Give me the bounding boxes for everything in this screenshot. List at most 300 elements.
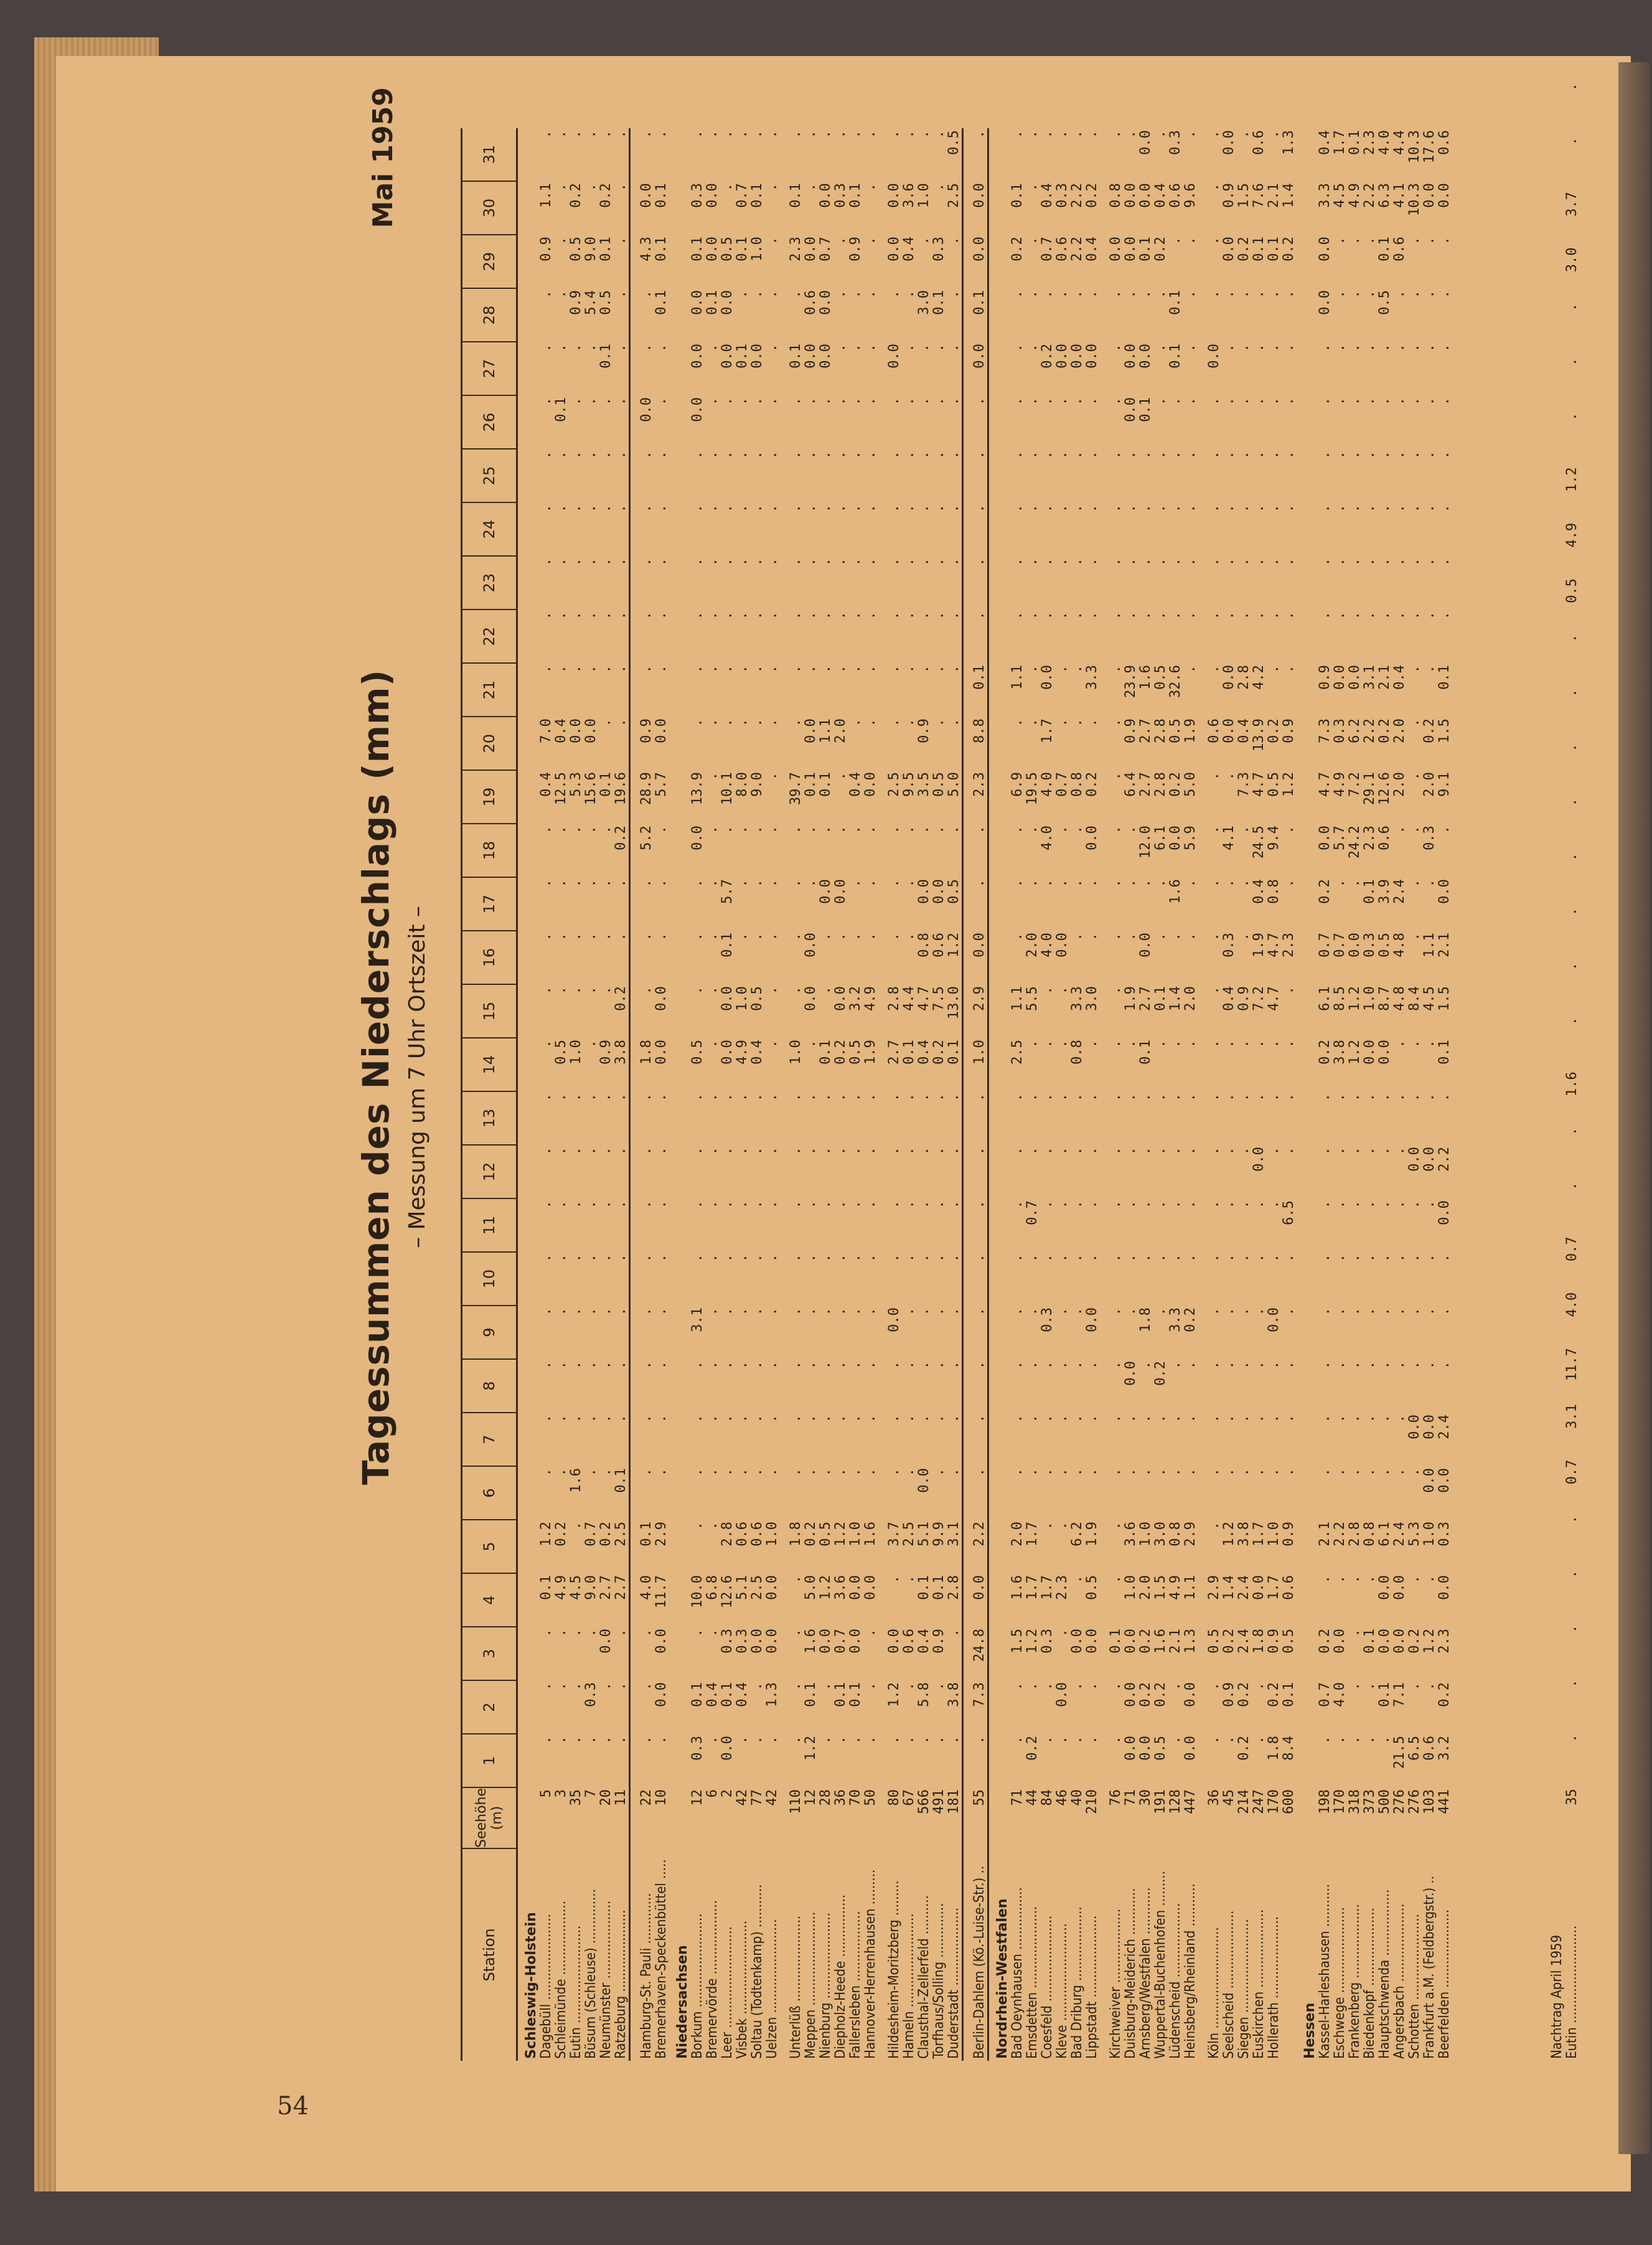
precip-value: . xyxy=(818,1307,833,1316)
precip-value: 3.6 xyxy=(1123,1522,1138,1546)
table-row xyxy=(1422,128,1437,2061)
precip-value: 1.6 xyxy=(1168,879,1183,904)
precip-value: . xyxy=(1025,1093,1040,1102)
precip-value: . xyxy=(1069,1307,1085,1316)
precip-value: 0.3 xyxy=(1332,718,1348,743)
station-name: Hamburg-St. Pauli ............. xyxy=(639,1893,654,2059)
precip-value: . xyxy=(1108,1522,1124,1530)
precip-value: . xyxy=(931,826,947,834)
precip-value: . xyxy=(1054,504,1070,513)
precip-value: . xyxy=(1010,1682,1025,1691)
precip-value: . xyxy=(803,1468,819,1477)
precip-value: . xyxy=(568,933,584,941)
precip-value: . xyxy=(613,1093,629,1102)
precip-value: . xyxy=(1362,451,1377,459)
precip-value: . xyxy=(720,1361,735,1370)
precip-value: . xyxy=(1069,130,1085,139)
precip-value: . xyxy=(1108,344,1124,352)
precip-value: . xyxy=(1054,558,1070,567)
precip-value: 0.0 xyxy=(764,1575,780,1600)
station-name xyxy=(1282,1848,1297,2061)
precip-value: 0.6 xyxy=(734,1522,750,1546)
precip-value: . xyxy=(1138,1200,1153,1209)
station-name: Soltau (Todtenkamp) ........... xyxy=(749,1884,765,2059)
precip-value: 3.3 xyxy=(1069,986,1085,1011)
header-day: 7 xyxy=(462,1413,517,1466)
precip-value: . xyxy=(901,130,917,139)
station-name: Arnsberg/Westfalen ............ xyxy=(1138,1887,1153,2059)
precip-value: . xyxy=(1206,1147,1222,1155)
precip-value: 0.5 xyxy=(1266,772,1282,797)
station-elevation: 28 xyxy=(818,1789,833,1806)
table-row xyxy=(1363,128,1377,2061)
header-day: 2 xyxy=(462,1680,517,1734)
precip-value: 1.9 xyxy=(863,1040,878,1065)
precip-value: . xyxy=(972,558,987,567)
precip-value: 2.7 xyxy=(1138,772,1153,797)
precip-value: . xyxy=(1407,290,1422,299)
station-name: Kirchweiver ................... xyxy=(1108,1908,1124,2059)
precip-value: . xyxy=(788,1629,804,1637)
precip-value: . xyxy=(946,1414,962,1423)
precip-value: . xyxy=(833,1093,848,1102)
precip-value: 0.0 xyxy=(1422,1147,1437,1172)
precip-value: 0.0 xyxy=(1138,130,1153,155)
precip-value: . xyxy=(690,451,705,459)
precip-value: . xyxy=(972,826,987,834)
precip-value: 4.8 xyxy=(1392,933,1407,958)
precip-value: . xyxy=(1407,504,1422,513)
precip-value: 0.0 xyxy=(848,1629,863,1654)
precip-value: 2.1 xyxy=(1437,933,1452,958)
precip-value: . xyxy=(863,183,878,192)
precip-value: . xyxy=(1069,1736,1085,1744)
precip-value: 0.3 xyxy=(583,1682,599,1707)
precip-value: . xyxy=(1206,237,1222,245)
precip-value: . xyxy=(1437,558,1452,567)
station-name: Hauptschwenda ................. xyxy=(1377,1889,1392,2059)
precip-value: . xyxy=(1221,1254,1237,1263)
precip-value: . xyxy=(1281,1147,1297,1155)
header-day: 31 xyxy=(462,128,517,181)
station-name: Uelzen ........................ xyxy=(764,1919,780,2059)
precip-value: 2.7 xyxy=(613,1575,629,1600)
station-elevation: 491 xyxy=(931,1789,947,1814)
precip-value: . xyxy=(1332,1254,1348,1263)
precip-value: . xyxy=(654,451,669,459)
precip-value: 0.0 xyxy=(1317,237,1333,261)
station-name: Leer .......................... xyxy=(720,1926,735,2059)
precip-value: . xyxy=(863,665,878,674)
precip-value: . xyxy=(639,611,654,620)
precip-value: . xyxy=(705,451,720,459)
precip-value: . xyxy=(654,504,669,513)
precip-value: . xyxy=(1069,1361,1085,1370)
table-row xyxy=(1124,128,1138,2061)
precip-value: . xyxy=(1010,504,1025,513)
precip-value: 11.7 xyxy=(1564,1348,1580,1381)
precip-value: . xyxy=(1347,237,1363,245)
precip-value: 0.0 xyxy=(818,1629,833,1654)
precip-value: 0.0 xyxy=(1266,1307,1282,1332)
precip-value: . xyxy=(848,130,863,139)
precip-value: 0.0 xyxy=(833,879,848,904)
precip-value: . xyxy=(654,879,669,888)
precip-value: . xyxy=(848,718,863,727)
precip-value: . xyxy=(568,130,584,139)
precip-value: 0.0 xyxy=(1437,1575,1452,1600)
precip-value: 0.2 xyxy=(1281,237,1297,261)
precip-value: . xyxy=(833,1254,848,1263)
header-elevation: Seehöhe (m) xyxy=(462,1787,517,1848)
precip-value: . xyxy=(1108,1682,1124,1691)
precip-value: . xyxy=(1422,1575,1437,1584)
precip-value: . xyxy=(901,451,917,459)
precip-value: . xyxy=(598,451,614,459)
precip-value: . xyxy=(734,1361,750,1370)
precip-value: . xyxy=(613,1736,629,1744)
station-elevation: 36 xyxy=(833,1789,848,1806)
precip-value: 1.0 xyxy=(734,986,750,1011)
precip-value: . xyxy=(1153,290,1168,299)
precip-value: . xyxy=(916,1254,932,1263)
precip-value: . xyxy=(1010,1361,1025,1370)
precip-value: . xyxy=(654,1307,669,1316)
precip-value: . xyxy=(690,1361,705,1370)
precip-value: . xyxy=(598,826,614,834)
precip-value: 0.7 xyxy=(1332,933,1348,958)
precip-value: . xyxy=(568,1254,584,1263)
book-spine-edge xyxy=(1618,62,1650,2154)
precip-value: 0.7 xyxy=(1025,1200,1040,1225)
precip-value: 9.0 xyxy=(583,1575,599,1600)
precip-value: 10.3 xyxy=(1407,130,1422,164)
station-name: Köln .......................... xyxy=(1206,1927,1222,2059)
precip-value: 0.0 xyxy=(749,1629,765,1654)
precip-value: 0.4 xyxy=(553,718,569,743)
precip-value: . xyxy=(720,718,735,727)
precip-value: . xyxy=(1206,290,1222,299)
precip-value: 10.3 xyxy=(1407,183,1422,217)
precip-value: . xyxy=(1251,611,1267,620)
precip-value: 2.2 xyxy=(1362,718,1377,743)
precip-value: . xyxy=(803,826,819,834)
precip-value: . xyxy=(886,1414,902,1423)
station-name: Berlin-Dahlem (Kö.-Luise-Str.) .. xyxy=(972,1865,987,2059)
precip-value: . xyxy=(749,879,765,888)
precip-value: . xyxy=(1422,451,1437,459)
station-elevation: 447 xyxy=(1183,1789,1198,1814)
precip-value: . xyxy=(1407,237,1422,245)
table-row xyxy=(614,128,630,2061)
precip-value: . xyxy=(1138,504,1153,513)
header-day: 26 xyxy=(462,395,517,449)
precip-value: . xyxy=(1236,1254,1252,1263)
table-row xyxy=(765,128,780,2061)
precip-value: . xyxy=(1236,397,1252,406)
station-name: Heinsberg/Rheinland ........... xyxy=(1183,1883,1198,2059)
precip-value: . xyxy=(788,1147,804,1155)
precip-value: 0.0 xyxy=(1221,130,1237,155)
table-row xyxy=(569,128,584,2061)
precip-value: 7.2 xyxy=(1347,772,1363,797)
precip-value: . xyxy=(1407,772,1422,781)
precip-value: . xyxy=(886,130,902,139)
precip-value: . xyxy=(1281,665,1297,674)
precip-value: 1.7 xyxy=(1040,1575,1055,1600)
precip-value: . xyxy=(613,558,629,567)
precip-value: . xyxy=(583,1147,599,1155)
precip-value: 9.9 xyxy=(931,1522,947,1546)
precip-value: . xyxy=(1183,1147,1198,1155)
station-name: Emsdetten ..................... xyxy=(1025,1906,1040,2059)
precip-value: . xyxy=(1183,1414,1198,1423)
precip-value: 2.8 xyxy=(1153,772,1168,797)
precip-value: . xyxy=(553,183,569,192)
station-name: Ratzeburg ..................... xyxy=(613,1909,629,2059)
precip-value: . xyxy=(1251,1254,1267,1263)
precip-value: . xyxy=(863,1147,878,1155)
precip-value: . xyxy=(1168,1200,1183,1209)
precip-value: . xyxy=(1251,344,1267,352)
precip-value: 6.1 xyxy=(1377,1522,1392,1546)
precip-value: 4.3 xyxy=(639,237,654,261)
precip-value: . xyxy=(1377,451,1392,459)
precip-value: 1.5 xyxy=(1437,986,1452,1011)
precip-value: . xyxy=(931,665,947,674)
precip-value: . xyxy=(1069,1147,1085,1155)
precip-value: . xyxy=(1266,1468,1282,1477)
precip-value: . xyxy=(1422,290,1437,299)
state-header-row xyxy=(988,128,1011,2061)
precip-value: . xyxy=(1025,1468,1040,1477)
precip-value: . xyxy=(833,933,848,941)
precip-value: . xyxy=(818,1361,833,1370)
precip-value: . xyxy=(1108,1307,1124,1316)
precip-value: 2.4 xyxy=(1392,879,1407,904)
precip-value: 0.2 xyxy=(613,826,629,850)
precip-value: . xyxy=(803,1093,819,1102)
precip-value: . xyxy=(803,1254,819,1263)
precip-value: . xyxy=(1183,665,1198,674)
precip-value: . xyxy=(1040,879,1055,888)
precip-value: 4.5 xyxy=(1332,183,1348,208)
precip-value: . xyxy=(538,879,554,888)
precip-value: . xyxy=(1251,1200,1267,1209)
table-row xyxy=(539,128,554,2061)
precip-value: 6.2 xyxy=(1347,718,1363,743)
precip-value: 0.2 xyxy=(613,986,629,1011)
precip-value: 0.4 xyxy=(1153,183,1168,208)
precip-value: . xyxy=(1251,558,1267,567)
precip-value: . xyxy=(553,1307,569,1316)
precip-value: 1.0 xyxy=(568,1040,584,1065)
precip-value: . xyxy=(1221,397,1237,406)
precip-value: . xyxy=(848,665,863,674)
precip-value: 1.6 xyxy=(1153,1629,1168,1654)
station-name: Eutin ......................... xyxy=(568,1925,584,2059)
station-name: Kleve ......................... xyxy=(1054,1923,1070,2059)
precipitation-table xyxy=(461,128,1452,2061)
precip-value: 0.5 xyxy=(1153,665,1168,690)
precip-value: . xyxy=(1407,611,1422,620)
precip-value: 0.1 xyxy=(1168,290,1183,315)
precip-value: 5.1 xyxy=(916,1522,932,1546)
precip-value: . xyxy=(1108,1254,1124,1263)
precip-value: 0.1 xyxy=(553,397,569,422)
precip-value: 3.0 xyxy=(1153,1522,1168,1546)
precip-value: 5.7 xyxy=(720,879,735,904)
precip-value: . xyxy=(916,1147,932,1155)
precip-value: . xyxy=(598,397,614,406)
precip-value: 0.6 xyxy=(1281,1575,1297,1600)
precip-value: . xyxy=(613,1254,629,1263)
precip-value: . xyxy=(1025,665,1040,674)
precip-value: 0.1 xyxy=(598,344,614,369)
precip-value: . xyxy=(1153,1254,1168,1263)
precip-value: 12.5 xyxy=(553,772,569,806)
precip-value: 0.2 xyxy=(1084,772,1100,797)
precip-value: 6.4 xyxy=(1123,772,1138,797)
precip-value: 0.7 xyxy=(1317,1682,1333,1707)
precip-value: 2.4 xyxy=(1236,1629,1252,1654)
precip-value: . xyxy=(1040,1200,1055,1209)
precip-value: . xyxy=(931,558,947,567)
table-row xyxy=(833,128,848,2061)
precip-value: . xyxy=(1347,1575,1363,1584)
precip-value: 0.0 xyxy=(1069,1629,1085,1654)
precip-value: . xyxy=(1025,397,1040,406)
precip-value: . xyxy=(788,130,804,139)
precip-value: 4.1 xyxy=(1221,826,1237,850)
precip-value: . xyxy=(1138,1254,1153,1263)
precip-value: 2.9 xyxy=(1206,1575,1222,1600)
precip-value: 6.3 xyxy=(1377,183,1392,208)
precip-value: 13.0 xyxy=(946,986,962,1020)
precip-value: 0.4 xyxy=(1392,665,1407,690)
precip-value: . xyxy=(1069,1254,1085,1263)
precip-value: 1.6 xyxy=(803,1629,819,1654)
precip-value: 0.0 xyxy=(1332,665,1348,690)
precip-value: . xyxy=(833,451,848,459)
precip-value: . xyxy=(613,1200,629,1209)
precip-value: . xyxy=(1317,1736,1333,1744)
precip-value: . xyxy=(1281,451,1297,459)
precip-value: . xyxy=(764,718,780,727)
precip-value: 1.2 xyxy=(833,1522,848,1546)
precip-value: . xyxy=(1084,1736,1100,1744)
precip-value: 0.9 xyxy=(1123,718,1138,743)
precip-value: 0.0 xyxy=(1437,879,1452,904)
precip-value: 4.9 xyxy=(553,1575,569,1600)
precip-value: . xyxy=(553,344,569,352)
precip-value: 3.1 xyxy=(946,1522,962,1546)
precip-value: . xyxy=(720,1200,735,1209)
precip-value: . xyxy=(818,1147,833,1155)
precip-value: . xyxy=(690,1629,705,1637)
header-day: 11 xyxy=(462,1198,517,1252)
precip-value: . xyxy=(1407,1307,1422,1316)
precip-value: . xyxy=(1392,451,1407,459)
precip-value: 0.6 xyxy=(1251,130,1267,155)
precip-value: . xyxy=(1437,290,1452,299)
precip-value: . xyxy=(1183,1254,1198,1263)
precip-value: . xyxy=(1221,344,1237,352)
precip-value: . xyxy=(639,558,654,567)
precip-value: . xyxy=(1236,826,1252,834)
precip-value: . xyxy=(1123,933,1138,941)
precip-value: 0.0 xyxy=(690,290,705,315)
precip-value: 0.0 xyxy=(720,1040,735,1065)
precip-value: 0.7 xyxy=(1317,933,1333,958)
precip-value: 0.5 xyxy=(1084,1575,1100,1600)
station-name: Siegen ........................ xyxy=(1236,1919,1252,2059)
precip-value: . xyxy=(1317,1468,1333,1477)
precip-value: . xyxy=(1362,1147,1377,1155)
precip-value: . xyxy=(1236,611,1252,620)
precip-value: . xyxy=(1025,237,1040,245)
precip-value: 0.0 xyxy=(1317,826,1333,850)
precip-value: . xyxy=(1040,397,1055,406)
station-name: Lüdenscheid ................... xyxy=(1168,1903,1183,2059)
precip-value: 1.1 xyxy=(1010,986,1025,1011)
precip-value: . xyxy=(1564,962,1580,971)
precip-value: . xyxy=(705,1040,720,1048)
precip-value: 0.1 xyxy=(1153,986,1168,1011)
precip-value: 4.9 xyxy=(734,1040,750,1065)
precip-value: 0.0 xyxy=(1407,1414,1422,1439)
precip-value: . xyxy=(1422,1040,1437,1048)
precip-value: . xyxy=(690,1414,705,1423)
table-row xyxy=(917,128,932,2061)
precip-value: 8.4 xyxy=(1407,986,1422,1011)
precip-value: 0.1 xyxy=(734,344,750,369)
precip-value: . xyxy=(764,879,780,888)
precip-value: . xyxy=(734,290,750,299)
precip-value: . xyxy=(1084,558,1100,567)
precip-value: . xyxy=(931,1414,947,1423)
header-day: 29 xyxy=(462,235,517,288)
precip-value: . xyxy=(901,1093,917,1102)
precip-value: . xyxy=(1564,743,1580,752)
precip-value: 0.5 xyxy=(848,1040,863,1065)
precip-value: 1.0 xyxy=(1266,1522,1282,1546)
precip-value: 7.6 xyxy=(1251,183,1267,208)
precip-value: . xyxy=(583,826,599,834)
precip-value: . xyxy=(1069,1093,1085,1102)
precip-value: 0.2 xyxy=(1317,879,1333,904)
precip-value: 0.2 xyxy=(1153,1361,1168,1386)
precip-value: . xyxy=(1317,1414,1333,1423)
precip-value: . xyxy=(1362,1575,1377,1584)
station-name: Seelscheid .................... xyxy=(1221,1910,1237,2059)
precip-value: . xyxy=(553,451,569,459)
precip-value: . xyxy=(1221,611,1237,620)
precip-value: . xyxy=(538,504,554,513)
precip-value: . xyxy=(946,826,962,834)
precip-value: 1.6 xyxy=(1138,665,1153,690)
precip-value: . xyxy=(1281,1468,1297,1477)
precip-value: 0.5 xyxy=(553,1040,569,1065)
precip-value: . xyxy=(1183,237,1198,245)
precip-value: 0.1 xyxy=(972,665,987,690)
precip-value: . xyxy=(705,1147,720,1155)
precip-value: . xyxy=(946,1147,962,1155)
precip-value: . xyxy=(1236,1147,1252,1155)
precip-value: . xyxy=(1281,1307,1297,1316)
precip-value: . xyxy=(1054,290,1070,299)
precip-value: . xyxy=(613,665,629,674)
